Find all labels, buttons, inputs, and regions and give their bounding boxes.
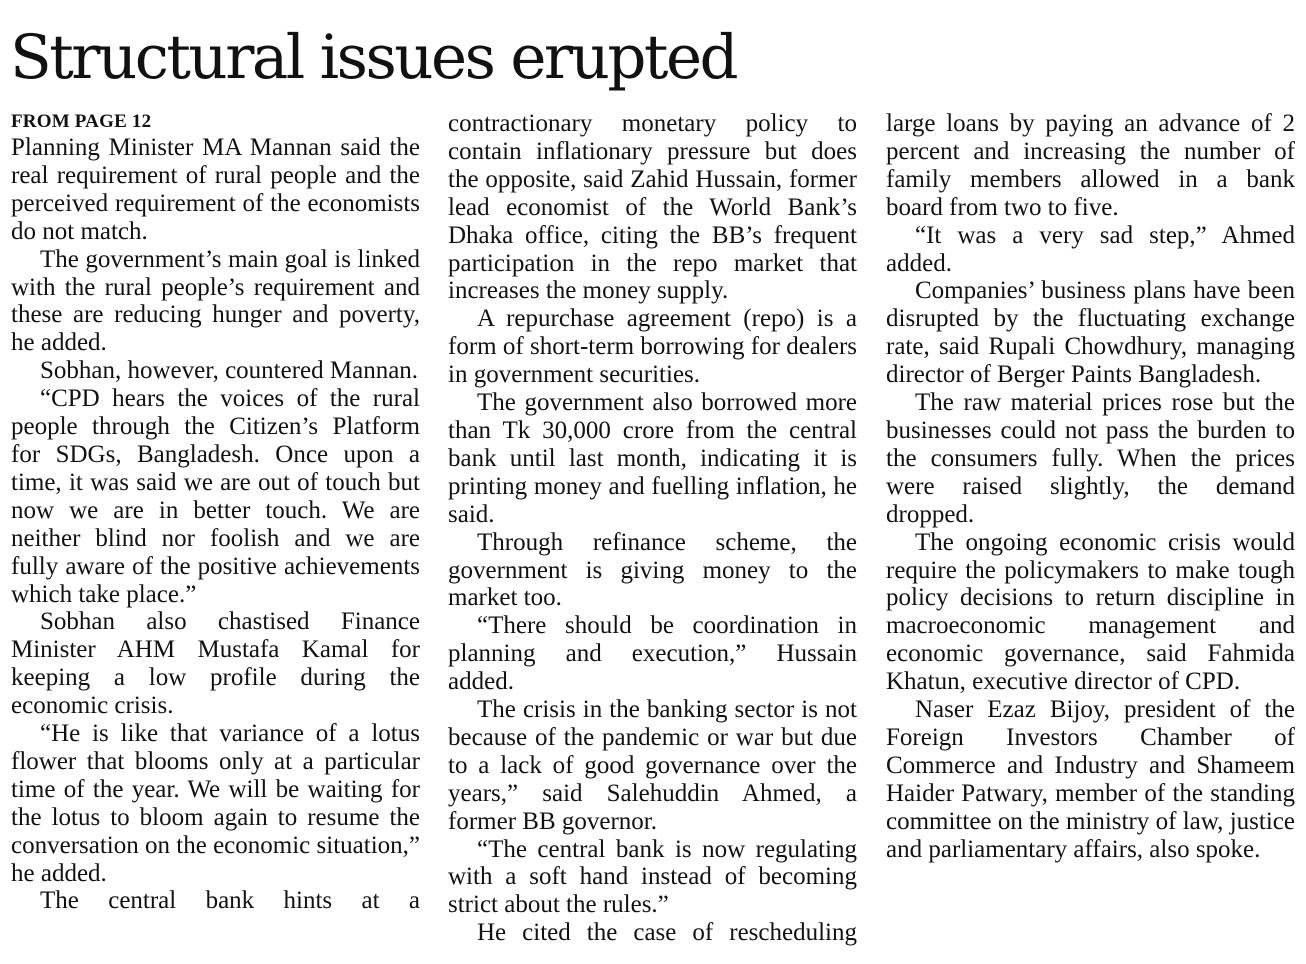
article-paragraph: Sobhan, however, countered Mannan.	[40, 357, 419, 385]
article-paragraph-continued: contractionary monetary policy to contain inflationary pressure but does the opposite, said Zahid Hussain, former lead economist of the World Bank’s Dhaka office, citing the BB’s frequent participation in the repo market that increases the money supply.	[448, 110, 857, 305]
article-paragraph: “He is like that variance of a lotus flower that blooms only at a particular time of the year. We will be waiting for the lotus to bloom again to resume the conversation on the economic situation,” he added.	[11, 720, 420, 887]
article-paragraph-continues: He cited the case of rescheduling	[477, 919, 857, 947]
article-paragraph: The government’s main goal is linked with the rural people’s requirement and these are reducing hunger and poverty, he added.	[11, 245, 420, 357]
article-paragraph: The raw material prices rose but the businesses could not pass the burden to the consumers fully. When the prices were raised slightly, the demand dropped.	[886, 389, 1295, 528]
article-headline: Structural issues erupted	[10, 22, 737, 93]
article-column-1	[11, 110, 420, 915]
continued-from-kicker: FROM PAGE 12	[11, 111, 152, 132]
article-paragraph-continued: large loans by paying an advance of 2 percent and increasing the number of family members allowed in a bank board from two to five.	[886, 110, 1295, 221]
article-paragraph: Planning Minister MA Mannan said the real requirement of rural people and the perceived requirement of the economists do not match.	[11, 134, 420, 245]
article-paragraph: Companies’ business plans have been disrupted by the fluctuating exchange rate, said Rupali Chowdhury, managing director of Berger Paints Bangladesh.	[886, 277, 1295, 389]
article-paragraph-continues: The central bank hints at a	[40, 887, 420, 915]
article-paragraph: Through refinance scheme, the government is giving money to the market too.	[448, 528, 857, 612]
article-paragraph: “It was a very sad step,” Ahmed added.	[886, 221, 1295, 277]
article-paragraph: Naser Ezaz Bijoy, president of the Foreign Investors Chamber of Commerce and Industry and Shameem Haider Patwary, member of the standing committee on the ministry of law, justice and parliamentary affairs, also spoke.	[886, 696, 1295, 863]
article-paragraph: The crisis in the banking sector is not because of the pandemic or war but due to a lack of good governance over the years,” said Salehuddin Ahmed, a former BB governor.	[448, 696, 857, 835]
article-column-3	[886, 110, 1295, 863]
article-paragraph: “There should be coordination in planning and execution,” Hussain added.	[448, 612, 857, 696]
article-paragraph: A repurchase agreement (repo) is a form of short-term borrowing for dealers in government securities.	[448, 305, 857, 389]
article-column-2	[448, 110, 857, 947]
article-paragraph: “CPD hears the voices of the rural people through the Citizen’s Platform for SDGs, Bangladesh. Once upon a time, it was said we are out of touch but now we are in better touch. We are neither blind nor foolish and we are fully aware of the positive achievements which take place.”	[11, 385, 420, 608]
article-paragraph: The ongoing economic crisis would require the policymakers to make tough policy decisions to return discipline in macroeconomic management and economic governance, said Fahmida Khatun, executive director of CPD.	[886, 528, 1295, 696]
article-paragraph: Sobhan also chastised Finance Minister AHM Mustafa Kamal for keeping a low profile during the economic crisis.	[11, 608, 420, 720]
article-paragraph: The government also borrowed more than Tk 30,000 crore from the central bank until last month, indicating it is printing money and fuelling inflation, he said.	[448, 389, 857, 528]
article-paragraph: “The central bank is now regulating with a soft hand instead of becoming strict about the rules.”	[448, 835, 857, 919]
